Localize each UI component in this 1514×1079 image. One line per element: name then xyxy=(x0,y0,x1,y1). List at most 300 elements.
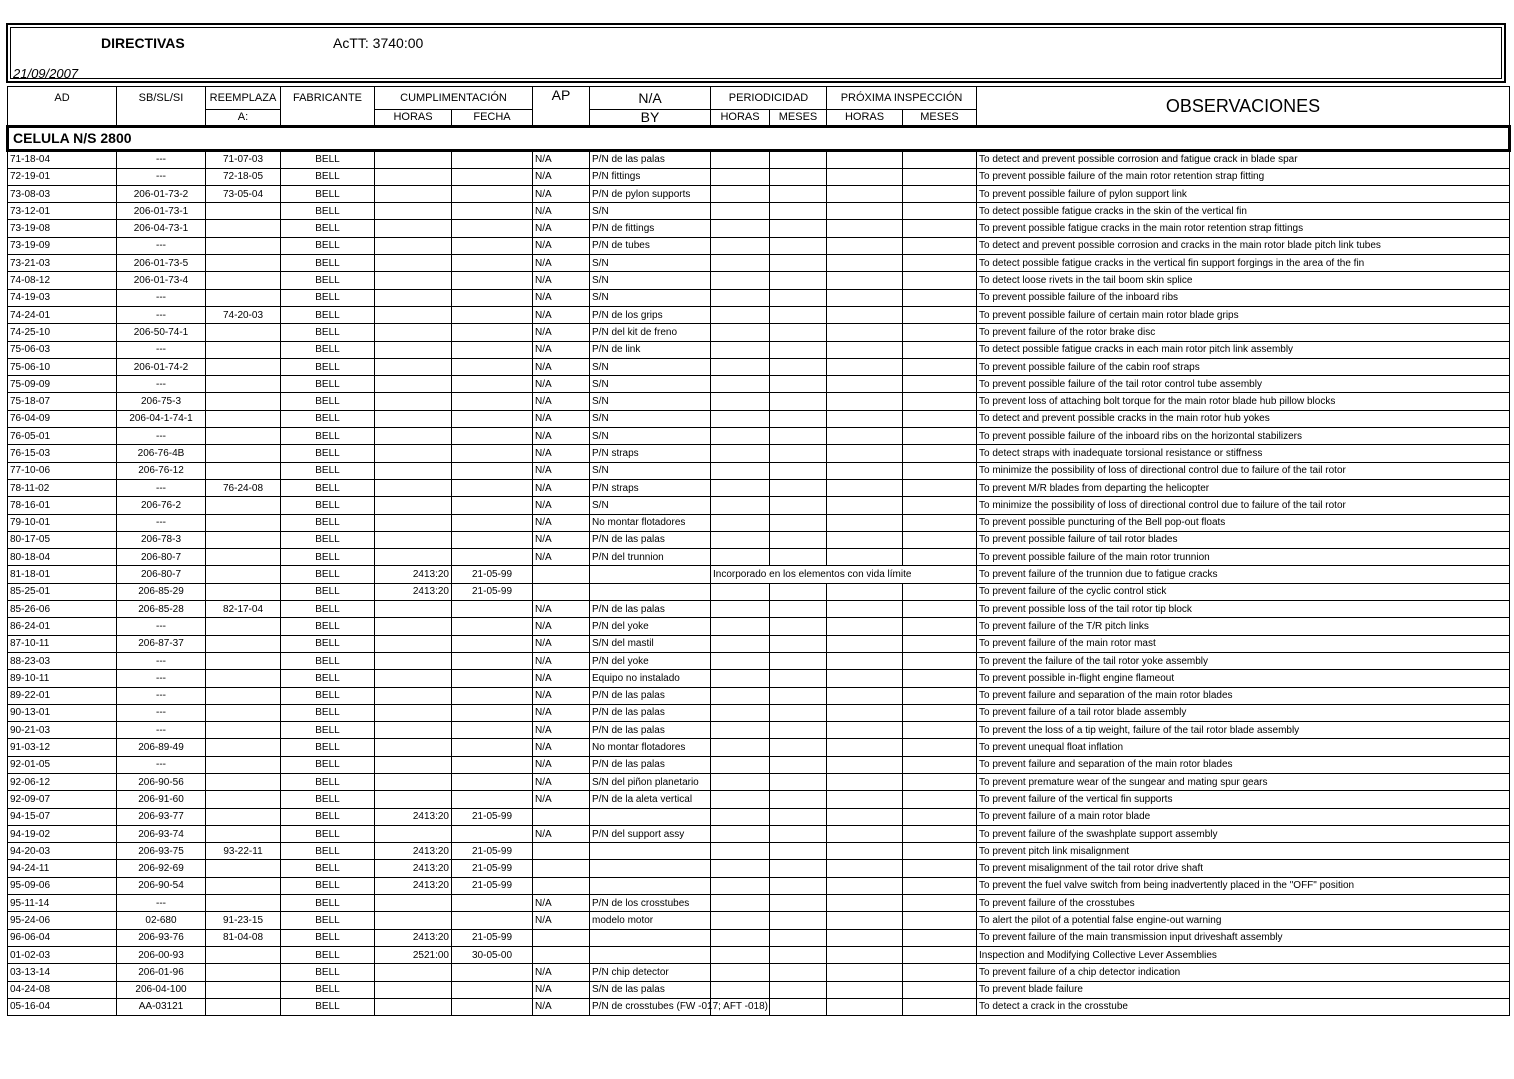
cell-per-horas xyxy=(711,462,770,479)
cell-sb: 206-04-1-74-1 xyxy=(117,410,206,427)
cell-prox-meses xyxy=(903,791,977,808)
cell-per-horas xyxy=(711,687,770,704)
cell-ad: 76-15-03 xyxy=(8,445,117,462)
cell-cumpl-horas xyxy=(375,220,452,237)
cell-by: P/N de las palas xyxy=(590,601,711,618)
cell-cumpl-horas xyxy=(375,531,452,548)
cell-cumpl-horas xyxy=(375,272,452,289)
cell-per-meses xyxy=(770,704,827,721)
cell-by: P/N de crosstubes (FW -017; AFT -018) xyxy=(590,998,711,1015)
col-header-cumpl-horas: HORAS xyxy=(375,110,452,127)
cell-ad: 78-11-02 xyxy=(8,479,117,496)
cell-by: P/N del yoke xyxy=(590,652,711,669)
cell-prox-horas xyxy=(827,151,903,168)
cell-sb: --- xyxy=(117,756,206,773)
header-inner-frame xyxy=(10,27,1502,79)
section-row xyxy=(8,127,1510,151)
cell-per-meses xyxy=(770,462,827,479)
cell-ap: N/A xyxy=(533,358,590,375)
cell-ad: 71-18-04 xyxy=(8,151,117,168)
cell-ap: N/A xyxy=(533,739,590,756)
cell-prox-horas xyxy=(827,393,903,410)
cell-cumpl-horas xyxy=(375,722,452,739)
cell-sb: --- xyxy=(117,306,206,323)
cell-prox-meses xyxy=(903,635,977,652)
table-row xyxy=(8,479,1510,496)
cell-observaciones: To detect and prevent possible corrosion and fatigue crack in blade spar xyxy=(977,151,1510,168)
cell-cumpl-fecha xyxy=(452,964,533,981)
cell-per-horas xyxy=(711,324,770,341)
cell-cumpl-fecha xyxy=(452,825,533,842)
cell-per-horas xyxy=(711,376,770,393)
table-row xyxy=(8,618,1510,635)
cell-cumpl-fecha xyxy=(452,773,533,790)
table-row xyxy=(8,220,1510,237)
table-row xyxy=(8,946,1510,963)
cell-by: S/N xyxy=(590,376,711,393)
cell-ap: N/A xyxy=(533,998,590,1015)
cell-by: No montar flotadores xyxy=(590,739,711,756)
cell-sb: --- xyxy=(117,341,206,358)
cell-observaciones: To detect possible fatigue cracks in the skin of the vertical fin xyxy=(977,203,1510,220)
cell-observaciones: To prevent failure and separation of the main rotor blades xyxy=(977,756,1510,773)
cell-per-horas xyxy=(711,289,770,306)
cell-per-horas xyxy=(711,877,770,894)
cell-cumpl-fecha xyxy=(452,151,533,168)
table-row xyxy=(8,341,1510,358)
cell-per-meses xyxy=(770,687,827,704)
cell-ad: 73-19-08 xyxy=(8,220,117,237)
cell-ap: N/A xyxy=(533,825,590,842)
cell-reemplaza xyxy=(206,549,281,566)
cell-ap: N/A xyxy=(533,773,590,790)
table-row xyxy=(8,756,1510,773)
cell-per-meses xyxy=(770,791,827,808)
cell-sb: --- xyxy=(117,428,206,445)
cell-per-horas xyxy=(711,393,770,410)
cell-ap: N/A xyxy=(533,168,590,185)
cell-sb: 206-91-60 xyxy=(117,791,206,808)
cell-reemplaza xyxy=(206,203,281,220)
cell-reemplaza xyxy=(206,670,281,687)
cell-per-horas xyxy=(711,341,770,358)
cell-per-meses xyxy=(770,635,827,652)
cell-fabricante: BELL xyxy=(281,739,375,756)
cell-reemplaza: 93-22-11 xyxy=(206,843,281,860)
cell-per-meses xyxy=(770,601,827,618)
cell-prox-horas xyxy=(827,376,903,393)
cell-reemplaza xyxy=(206,566,281,583)
cell-reemplaza xyxy=(206,462,281,479)
cell-reemplaza xyxy=(206,704,281,721)
cell-by: S/N de las palas xyxy=(590,981,711,998)
cell-ap: N/A xyxy=(533,756,590,773)
document-date: 21/09/2007 xyxy=(13,66,79,81)
col-header-proxima: PRÓXIMA INSPECCIÓN xyxy=(827,87,977,110)
cell-prox-meses xyxy=(903,531,977,548)
cell-fabricante: BELL xyxy=(281,601,375,618)
table-row xyxy=(8,324,1510,341)
cell-observaciones: To detect loose rivets in the tail boom skin splice xyxy=(977,272,1510,289)
cell-ad: 01-02-03 xyxy=(8,946,117,963)
cell-fabricante: BELL xyxy=(281,583,375,600)
cell-ap: N/A xyxy=(533,479,590,496)
col-header-prox-meses: MESES xyxy=(903,110,977,127)
cell-per-horas xyxy=(711,773,770,790)
cell-prox-horas xyxy=(827,981,903,998)
cell-prox-meses xyxy=(903,479,977,496)
cell-prox-horas xyxy=(827,289,903,306)
cell-per-meses xyxy=(770,773,827,790)
cell-cumpl-fecha xyxy=(452,237,533,254)
cell-observaciones: To prevent failure of the cyclic control stick xyxy=(977,583,1510,600)
cell-ap: N/A xyxy=(533,324,590,341)
cell-per-meses xyxy=(770,497,827,514)
cell-reemplaza xyxy=(206,791,281,808)
cell-per-meses xyxy=(770,618,827,635)
cell-cumpl-horas xyxy=(375,358,452,375)
cell-prox-horas xyxy=(827,514,903,531)
cell-by: P/N fittings xyxy=(590,168,711,185)
cell-cumpl-fecha xyxy=(452,791,533,808)
cell-cumpl-fecha xyxy=(452,255,533,272)
cell-ap xyxy=(533,929,590,946)
cell-fabricante: BELL xyxy=(281,791,375,808)
cell-cumpl-horas xyxy=(375,773,452,790)
cell-reemplaza xyxy=(206,514,281,531)
cell-per-horas xyxy=(711,722,770,739)
cell-by: P/N de pylon supports xyxy=(590,185,711,202)
cell-ap: N/A xyxy=(533,272,590,289)
cell-reemplaza xyxy=(206,773,281,790)
cell-sb: 206-76-4B xyxy=(117,445,206,462)
table-row xyxy=(8,289,1510,306)
cell-prox-horas xyxy=(827,825,903,842)
cell-ad: 72-19-01 xyxy=(8,168,117,185)
cell-cumpl-horas xyxy=(375,324,452,341)
cell-prox-horas xyxy=(827,998,903,1015)
cell-cumpl-fecha xyxy=(452,376,533,393)
cell-cumpl-fecha: 21-05-99 xyxy=(452,566,533,583)
cell-prox-meses xyxy=(903,255,977,272)
cell-observaciones: To prevent possible failure of the tail rotor control tube assembly xyxy=(977,376,1510,393)
cell-per-meses xyxy=(770,670,827,687)
table-row xyxy=(8,445,1510,462)
cell-cumpl-horas xyxy=(375,393,452,410)
cell-ap: N/A xyxy=(533,306,590,323)
cell-reemplaza: 81-04-08 xyxy=(206,929,281,946)
cell-by: P/N de los grips xyxy=(590,306,711,323)
cell-cumpl-horas xyxy=(375,652,452,669)
cell-cumpl-horas xyxy=(375,791,452,808)
cell-per-meses xyxy=(770,168,827,185)
cell-sb: 206-90-54 xyxy=(117,877,206,894)
cell-per-meses xyxy=(770,877,827,894)
col-header-by: BY xyxy=(590,110,711,127)
cell-per-meses xyxy=(770,203,827,220)
cell-fabricante: BELL xyxy=(281,635,375,652)
cell-cumpl-fecha xyxy=(452,341,533,358)
cell-reemplaza xyxy=(206,825,281,842)
cell-cumpl-horas xyxy=(375,237,452,254)
cell-sb: 206-75-3 xyxy=(117,393,206,410)
cell-reemplaza: 73-05-04 xyxy=(206,185,281,202)
cell-sb: 206-93-77 xyxy=(117,808,206,825)
cell-fabricante: BELL xyxy=(281,929,375,946)
cell-prox-horas xyxy=(827,773,903,790)
cell-per-horas xyxy=(711,929,770,946)
cell-prox-horas xyxy=(827,808,903,825)
cell-per-horas xyxy=(711,549,770,566)
cell-fabricante: BELL xyxy=(281,825,375,842)
cell-by: Equipo no instalado xyxy=(590,670,711,687)
cell-cumpl-fecha xyxy=(452,981,533,998)
cell-per-horas xyxy=(711,410,770,427)
cell-observaciones: To prevent possible in-flight engine flameout xyxy=(977,670,1510,687)
cell-per-meses xyxy=(770,929,827,946)
cell-cumpl-fecha: 21-05-99 xyxy=(452,860,533,877)
table-row xyxy=(8,929,1510,946)
cell-by: P/N de las palas xyxy=(590,756,711,773)
table-row xyxy=(8,670,1510,687)
cell-ad: 74-25-10 xyxy=(8,324,117,341)
cell-ad: 85-25-01 xyxy=(8,583,117,600)
col-header-cumpl-fecha: FECHA xyxy=(452,110,533,127)
cell-ap: N/A xyxy=(533,722,590,739)
cell-ap: N/A xyxy=(533,497,590,514)
cell-ad: 92-06-12 xyxy=(8,773,117,790)
cell-ad: 75-06-10 xyxy=(8,358,117,375)
cell-per-meses xyxy=(770,272,827,289)
cell-sb: 206-50-74-1 xyxy=(117,324,206,341)
cell-per-meses xyxy=(770,151,827,168)
cell-fabricante: BELL xyxy=(281,704,375,721)
cell-fabricante: BELL xyxy=(281,220,375,237)
cell-fabricante: BELL xyxy=(281,670,375,687)
cell-sb: 206-90-56 xyxy=(117,773,206,790)
cell-cumpl-fecha xyxy=(452,479,533,496)
cell-per-meses xyxy=(770,306,827,323)
cell-ad: 05-16-04 xyxy=(8,998,117,1015)
cell-cumpl-horas xyxy=(375,687,452,704)
cell-cumpl-fecha xyxy=(452,428,533,445)
cell-by: P/N del support assy xyxy=(590,825,711,842)
cell-fabricante: BELL xyxy=(281,185,375,202)
cell-cumpl-fecha xyxy=(452,445,533,462)
cell-ad: 94-24-11 xyxy=(8,860,117,877)
cell-fabricante: BELL xyxy=(281,410,375,427)
cell-per-meses xyxy=(770,583,827,600)
table-row xyxy=(8,912,1510,929)
cell-per-horas xyxy=(711,964,770,981)
cell-by: S/N xyxy=(590,289,711,306)
cell-by: S/N del mastil xyxy=(590,635,711,652)
cell-observaciones: To detect possible fatigue cracks in each main rotor pitch link assembly xyxy=(977,341,1510,358)
cell-per-meses xyxy=(770,514,827,531)
cell-sb: 206-04-73-1 xyxy=(117,220,206,237)
cell-cumpl-fecha xyxy=(452,912,533,929)
cell-prox-meses xyxy=(903,808,977,825)
table-row xyxy=(8,272,1510,289)
cell-fabricante: BELL xyxy=(281,860,375,877)
cell-prox-meses xyxy=(903,895,977,912)
cell-observaciones: To prevent failure of the rotor brake disc xyxy=(977,324,1510,341)
cell-per-meses xyxy=(770,739,827,756)
cell-by: P/N de fittings xyxy=(590,220,711,237)
cell-ad: 73-21-03 xyxy=(8,255,117,272)
cell-prox-horas xyxy=(827,168,903,185)
col-header-sb: SB/SL/SI xyxy=(117,87,206,127)
table-row xyxy=(8,998,1510,1015)
table-row xyxy=(8,825,1510,842)
cell-periodicidad-note: Incorporado en los elementos con vida límite xyxy=(711,566,977,583)
cell-reemplaza xyxy=(206,946,281,963)
cell-reemplaza xyxy=(206,220,281,237)
cell-by: S/N xyxy=(590,410,711,427)
table-row xyxy=(8,860,1510,877)
cell-ap: N/A xyxy=(533,531,590,548)
cell-per-meses xyxy=(770,185,827,202)
cell-per-horas xyxy=(711,791,770,808)
table-row xyxy=(8,255,1510,272)
cell-prox-meses xyxy=(903,462,977,479)
cell-ad: 85-26-06 xyxy=(8,601,117,618)
cell-per-meses xyxy=(770,289,827,306)
cell-prox-horas xyxy=(827,220,903,237)
cell-reemplaza xyxy=(206,289,281,306)
cell-reemplaza: 71-07-03 xyxy=(206,151,281,168)
cell-ad: 96-06-04 xyxy=(8,929,117,946)
cell-prox-meses xyxy=(903,687,977,704)
cell-cumpl-fecha xyxy=(452,618,533,635)
cell-prox-meses xyxy=(903,601,977,618)
cell-cumpl-horas xyxy=(375,462,452,479)
cell-per-meses xyxy=(770,998,827,1015)
cell-per-meses xyxy=(770,410,827,427)
cell-prox-meses xyxy=(903,618,977,635)
cell-per-horas xyxy=(711,358,770,375)
cell-by: No montar flotadores xyxy=(590,514,711,531)
cell-by xyxy=(590,566,711,583)
cell-cumpl-fecha xyxy=(452,635,533,652)
cell-fabricante: BELL xyxy=(281,376,375,393)
cell-observaciones: To prevent the fuel valve switch from being inadvertently placed in the "OFF" position xyxy=(977,877,1510,894)
cell-prox-meses xyxy=(903,756,977,773)
cell-prox-horas xyxy=(827,497,903,514)
cell-ap: N/A xyxy=(533,791,590,808)
cell-ap: N/A xyxy=(533,601,590,618)
cell-per-horas xyxy=(711,635,770,652)
cell-per-horas xyxy=(711,756,770,773)
cell-cumpl-fecha xyxy=(452,531,533,548)
cell-fabricante: BELL xyxy=(281,531,375,548)
cell-ap: N/A xyxy=(533,289,590,306)
cell-cumpl-horas: 2413:20 xyxy=(375,877,452,894)
cell-cumpl-fecha: 30-05-00 xyxy=(452,946,533,963)
cell-fabricante: BELL xyxy=(281,237,375,254)
cell-fabricante: BELL xyxy=(281,756,375,773)
cell-prox-horas xyxy=(827,185,903,202)
cell-prox-meses xyxy=(903,445,977,462)
cell-sb: 206-01-73-5 xyxy=(117,255,206,272)
cell-per-meses xyxy=(770,981,827,998)
cell-fabricante: BELL xyxy=(281,912,375,929)
cell-sb: 206-76-2 xyxy=(117,497,206,514)
cell-sb: 206-89-49 xyxy=(117,739,206,756)
cell-fabricante: BELL xyxy=(281,895,375,912)
cell-observaciones: To prevent pitch link misalignment xyxy=(977,843,1510,860)
cell-observaciones: To prevent failure and separation of the main rotor blades xyxy=(977,687,1510,704)
cell-ap: N/A xyxy=(533,151,590,168)
cell-ad: 79-10-01 xyxy=(8,514,117,531)
cell-by: S/N xyxy=(590,462,711,479)
cell-prox-horas xyxy=(827,756,903,773)
cell-observaciones: To prevent failure of a main rotor blade xyxy=(977,808,1510,825)
cell-ad: 73-12-01 xyxy=(8,203,117,220)
cell-cumpl-horas xyxy=(375,341,452,358)
cell-by xyxy=(590,929,711,946)
cell-ad: 94-20-03 xyxy=(8,843,117,860)
cell-by: P/N chip detector xyxy=(590,964,711,981)
cell-prox-horas xyxy=(827,635,903,652)
cell-by xyxy=(590,583,711,600)
cell-prox-meses xyxy=(903,220,977,237)
cell-sb: 206-93-76 xyxy=(117,929,206,946)
cell-prox-meses xyxy=(903,410,977,427)
table-row xyxy=(8,739,1510,756)
cell-per-horas xyxy=(711,220,770,237)
cell-by: S/N xyxy=(590,393,711,410)
table-row xyxy=(8,877,1510,894)
cell-reemplaza xyxy=(206,808,281,825)
col-header-per-horas: HORAS xyxy=(711,110,770,127)
cell-per-horas xyxy=(711,843,770,860)
cell-by: S/N del piñon planetario xyxy=(590,773,711,790)
cell-prox-meses xyxy=(903,151,977,168)
cell-prox-horas xyxy=(827,618,903,635)
cell-prox-horas xyxy=(827,531,903,548)
cell-per-meses xyxy=(770,324,827,341)
cell-cumpl-fecha xyxy=(452,652,533,669)
cell-observaciones: To prevent possible failure of the cabin roof straps xyxy=(977,358,1510,375)
cell-prox-meses xyxy=(903,549,977,566)
cell-ap: N/A xyxy=(533,341,590,358)
cell-prox-horas xyxy=(827,203,903,220)
cell-per-horas xyxy=(711,946,770,963)
cell-prox-meses xyxy=(903,168,977,185)
cell-cumpl-fecha xyxy=(452,220,533,237)
cell-observaciones: To prevent possible failure of the main rotor retention strap fitting xyxy=(977,168,1510,185)
cell-per-meses xyxy=(770,808,827,825)
cell-cumpl-horas xyxy=(375,514,452,531)
cell-observaciones: To detect and prevent possible cracks in the main rotor hub yokes xyxy=(977,410,1510,427)
cell-prox-meses xyxy=(903,203,977,220)
cell-per-meses xyxy=(770,341,827,358)
cell-prox-horas xyxy=(827,687,903,704)
cell-prox-meses xyxy=(903,324,977,341)
cell-observaciones: To prevent failure of the vertical fin supports xyxy=(977,791,1510,808)
cell-reemplaza: 76-24-08 xyxy=(206,479,281,496)
cell-fabricante: BELL xyxy=(281,341,375,358)
cell-sb: --- xyxy=(117,895,206,912)
cell-observaciones: To detect possible fatigue cracks in the vertical fin support forgings in the area of the fin xyxy=(977,255,1510,272)
cell-prox-horas xyxy=(827,843,903,860)
cell-cumpl-fecha xyxy=(452,462,533,479)
cell-sb: 206-01-96 xyxy=(117,964,206,981)
cell-by xyxy=(590,946,711,963)
cell-prox-horas xyxy=(827,549,903,566)
cell-observaciones: To prevent possible failure of pylon support link xyxy=(977,185,1510,202)
